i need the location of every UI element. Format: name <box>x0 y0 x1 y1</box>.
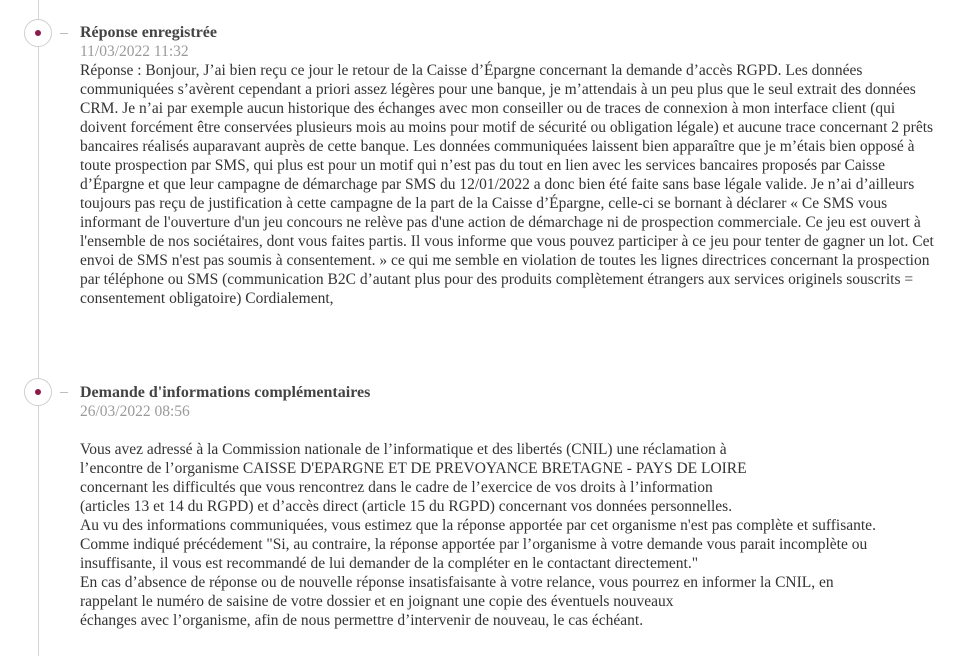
timeline-dot-icon <box>24 19 52 47</box>
timeline-connector <box>60 392 68 393</box>
entry-date: 11/03/2022 11:32 <box>80 43 189 60</box>
entry-body <box>80 440 936 630</box>
entry-title: Réponse enregistrée <box>80 24 217 41</box>
timeline-line <box>38 0 39 656</box>
entry-line: concernant les difficultés que vous rencontrez dans le cadre de l’exercice de vos droits à l’information <box>80 479 713 496</box>
entry-date: 26/03/2022 08:56 <box>80 403 190 420</box>
timeline-connector <box>60 33 68 34</box>
entry-line: Au vu des informations communiquées, vous estimez que la réponse apportée par cet organisme n'est pas complète et suffisante. <box>80 517 876 534</box>
timeline-dot-icon <box>24 378 52 406</box>
entry-content <box>80 383 936 630</box>
entry-line: En cas d’absence de réponse ou de nouvelle réponse insatisfaisante à votre relance, vous pourrez en informer la CNIL, en <box>80 574 834 591</box>
entry-spacer <box>80 421 936 440</box>
entry-line: Comme indiqué précédement "Si, au contraire, la réponse apportée par l’organisme à votre demande vous parait incomplète ou insuffisante, il vous est recommandé de lui demander de la compléter en le contactant directement." <box>80 536 868 572</box>
entry-paragraph: Réponse : Bonjour, J’ai bien reçu ce jour le retour de la Caisse d’Épargne concernant la demande d’accès RGPD. Les données communiquées s’avèrent cependant a priori assez légères pour une banque, je m’attendais à un peu plus que le seul extrait des données CRM. Je n’ai par exemple aucun historique des échanges avec mon conseiller ou de traces de connexion à mon interface client (qui doivent forcément être conservées plusieurs mois au moins pour motif de sécurité ou obligation légale) et aucune trace concernant 2 prêts bancaires réalisés auparavant auprès de cette banque. Les données communiquées laissent bien apparaître que je m’étais bien opposé à toute prospection par SMS, qui plus est pour un motif qui n’est pas du tout en lien avec les services bancaires proposés par Caisse d’Épargne et que leur campagne de démarchage par SMS du 12/01/2022 a donc bien été faite sans base légale valide. Je n’ai d’ailleurs toujours pas reçu de justification à cette campagne de la part de la Caisse d’Épargne, celle-ci se bornant à déclarer « Ce SMS vous informant de l'ouverture d'un jeu concours ne relève pas d'une action de démarchage ni de prospection commerciale. Ce jeu est ouvert à l'ensemble de nos sociétaires, dont vous faites partis. Il vous informe que vous pouvez participer à ce jeu pour tenter de gagner un lot. Cet envoi de SMS n'est pas soumis à consentement. » ce qui me semble en violation de toutes les lignes directrices concernant la prospection par téléphone ou SMS (communication B2C d’autant plus pour des produits complètement étrangers aux services originels souscrits = consentement obligatoire) Cordialement, <box>80 62 934 307</box>
entry-content <box>80 23 936 308</box>
entry-title: Demande d'informations complémentaires <box>80 384 371 401</box>
entry-line: Vous avez adressé à la Commission nationale de l’informatique et des libertés (CNIL) une réclamation à <box>80 441 727 458</box>
entry-line: rappelant le numéro de saisine de votre dossier et en joignant une copie des éventuels nouveaux <box>80 593 674 610</box>
entry-line: l’encontre de l’organisme CAISSE D'EPARGNE ET DE PREVOYANCE BRETAGNE - PAYS DE LOIRE <box>80 460 747 477</box>
entry-line: (articles 13 et 14 du RGPD) et d’accès direct (article 15 du RGPD) concernant vos données personnelles. <box>80 498 733 515</box>
entry-line: échanges avec l’organisme, afin de nous permettre d’intervenir de nouveau, le cas échéant. <box>80 612 644 629</box>
entry-body <box>80 61 936 308</box>
